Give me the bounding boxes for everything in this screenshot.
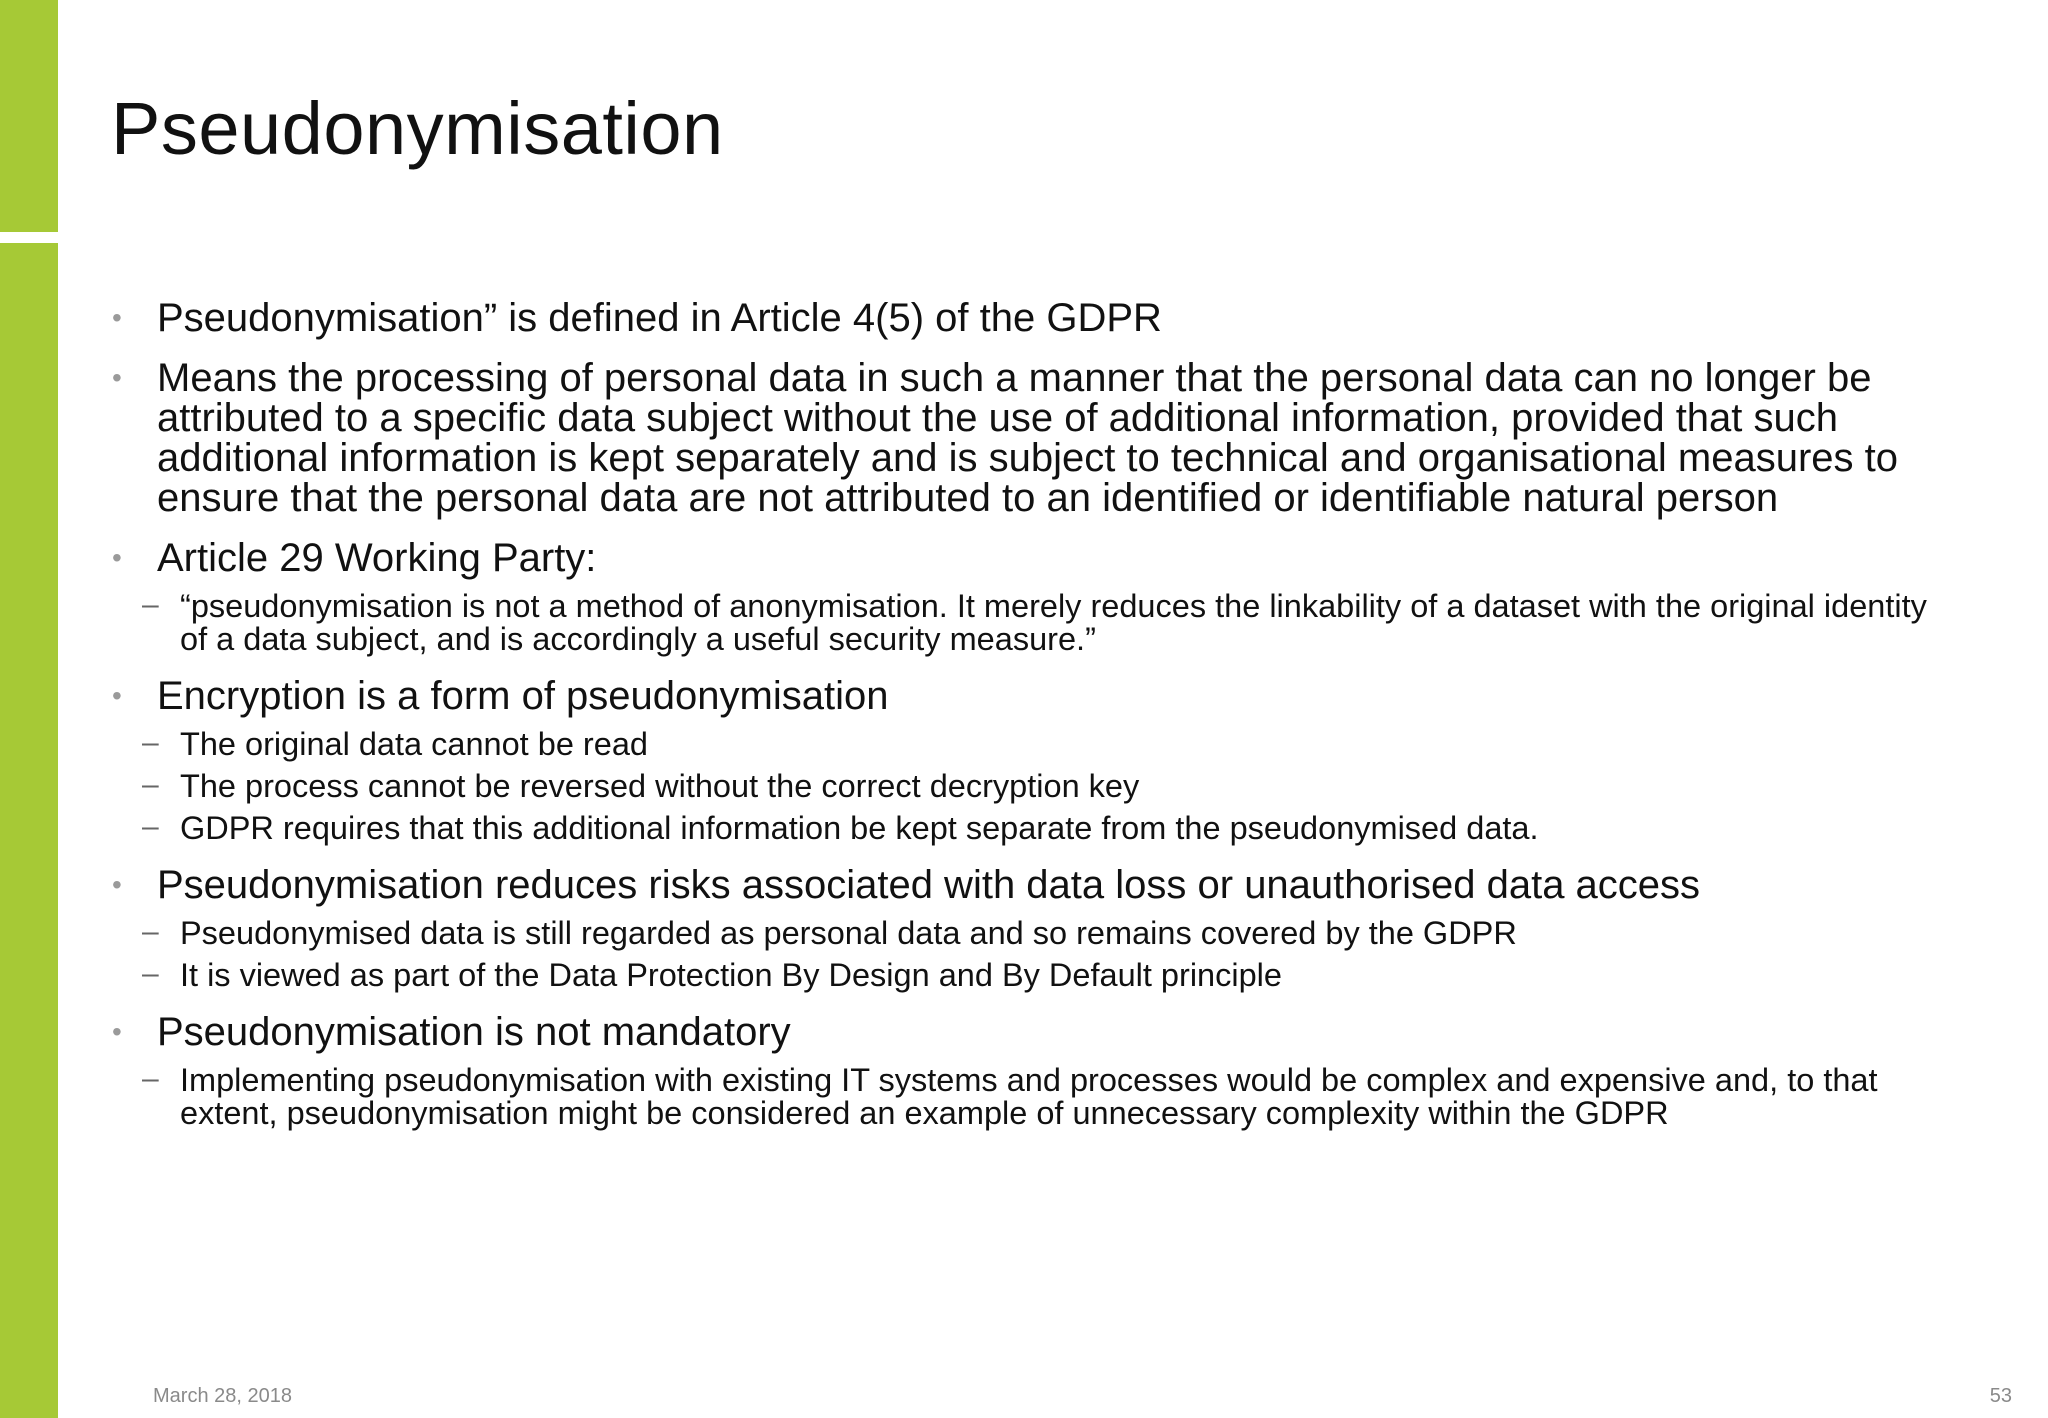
sub-item <box>110 770 1940 803</box>
bullet-dot-icon: • <box>112 542 122 573</box>
sub-item-text: The original data cannot be read <box>180 726 648 762</box>
sub-list <box>110 590 1940 656</box>
slide-title: Pseudonymisation <box>111 87 724 170</box>
page-number: 53 <box>1989 1385 2012 1407</box>
bullet-dot-icon: • <box>112 1016 122 1047</box>
sub-item <box>110 812 1940 845</box>
bullet-text: Pseudonymisation” is defined in Article 4(5) of the GDPR <box>157 296 1162 340</box>
dash-icon: – <box>142 588 159 621</box>
dash-icon: – <box>142 1062 159 1095</box>
bullet-item <box>110 298 1940 338</box>
dash-icon: – <box>142 768 159 801</box>
bullet-text: Encryption is a form of pseudonymisation <box>157 674 889 718</box>
bullet-item <box>110 865 1940 992</box>
sub-item-text: It is viewed as part of the Data Protection By Design and By Default principle <box>180 957 1282 993</box>
sub-item-text: “pseudonymisation is not a method of anonymisation. It merely reduces the linkability of a dataset with the original identity of a data subject, and is accordingly a useful security measure.” <box>180 588 1927 657</box>
sub-item <box>110 1064 1940 1130</box>
sub-item-text: GDPR requires that this additional information be kept separate from the pseudonymised data. <box>180 810 1539 846</box>
accent-bar-bottom <box>0 243 58 1418</box>
sub-item <box>110 590 1940 656</box>
dash-icon: – <box>142 957 159 990</box>
bullet-dot-icon: • <box>112 362 122 393</box>
bullet-dot-icon: • <box>112 302 122 333</box>
bullet-dot-icon: • <box>112 680 122 711</box>
bullet-item <box>110 538 1940 656</box>
sub-item <box>110 959 1940 992</box>
sub-item-text: Pseudonymised data is still regarded as personal data and so remains covered by the GDPR <box>180 915 1517 951</box>
sub-item-text: Implementing pseudonymisation with existing IT systems and processes would be complex and expensive and, to that extent, pseudonymisation might be considered an example of unnecessary complexity within the GDPR <box>180 1062 1878 1131</box>
sub-item-text: The process cannot be reversed without the correct decryption key <box>180 768 1140 804</box>
bullet-text: Pseudonymisation is not mandatory <box>157 1010 791 1054</box>
bullet-text: Means the processing of personal data in such a manner that the personal data can no longer be attributed to a specific data subject without the use of additional information, provided that such additional information is kept separately and is subject to technical and organisational measures to ensure that the personal data are not attributed to an identified or identifiable natural person <box>157 356 1899 520</box>
sub-list <box>110 728 1940 845</box>
bullet-item <box>110 676 1940 845</box>
bullet-dot-icon: • <box>112 869 122 900</box>
bullet-text: Pseudonymisation reduces risks associated with data loss or unauthorised data access <box>157 863 1701 907</box>
sub-list <box>110 1064 1940 1130</box>
dash-icon: – <box>142 810 159 843</box>
bullet-text: Article 29 Working Party: <box>157 536 597 580</box>
slide-content <box>110 298 1940 1150</box>
accent-bar-top <box>0 0 58 232</box>
sub-item <box>110 917 1940 950</box>
bullet-item <box>110 1012 1940 1130</box>
bullet-item <box>110 358 1940 518</box>
dash-icon: – <box>142 726 159 759</box>
footer-date: March 28, 2018 <box>153 1385 292 1407</box>
dash-icon: – <box>142 915 159 948</box>
sub-list <box>110 917 1940 992</box>
sub-item <box>110 728 1940 761</box>
